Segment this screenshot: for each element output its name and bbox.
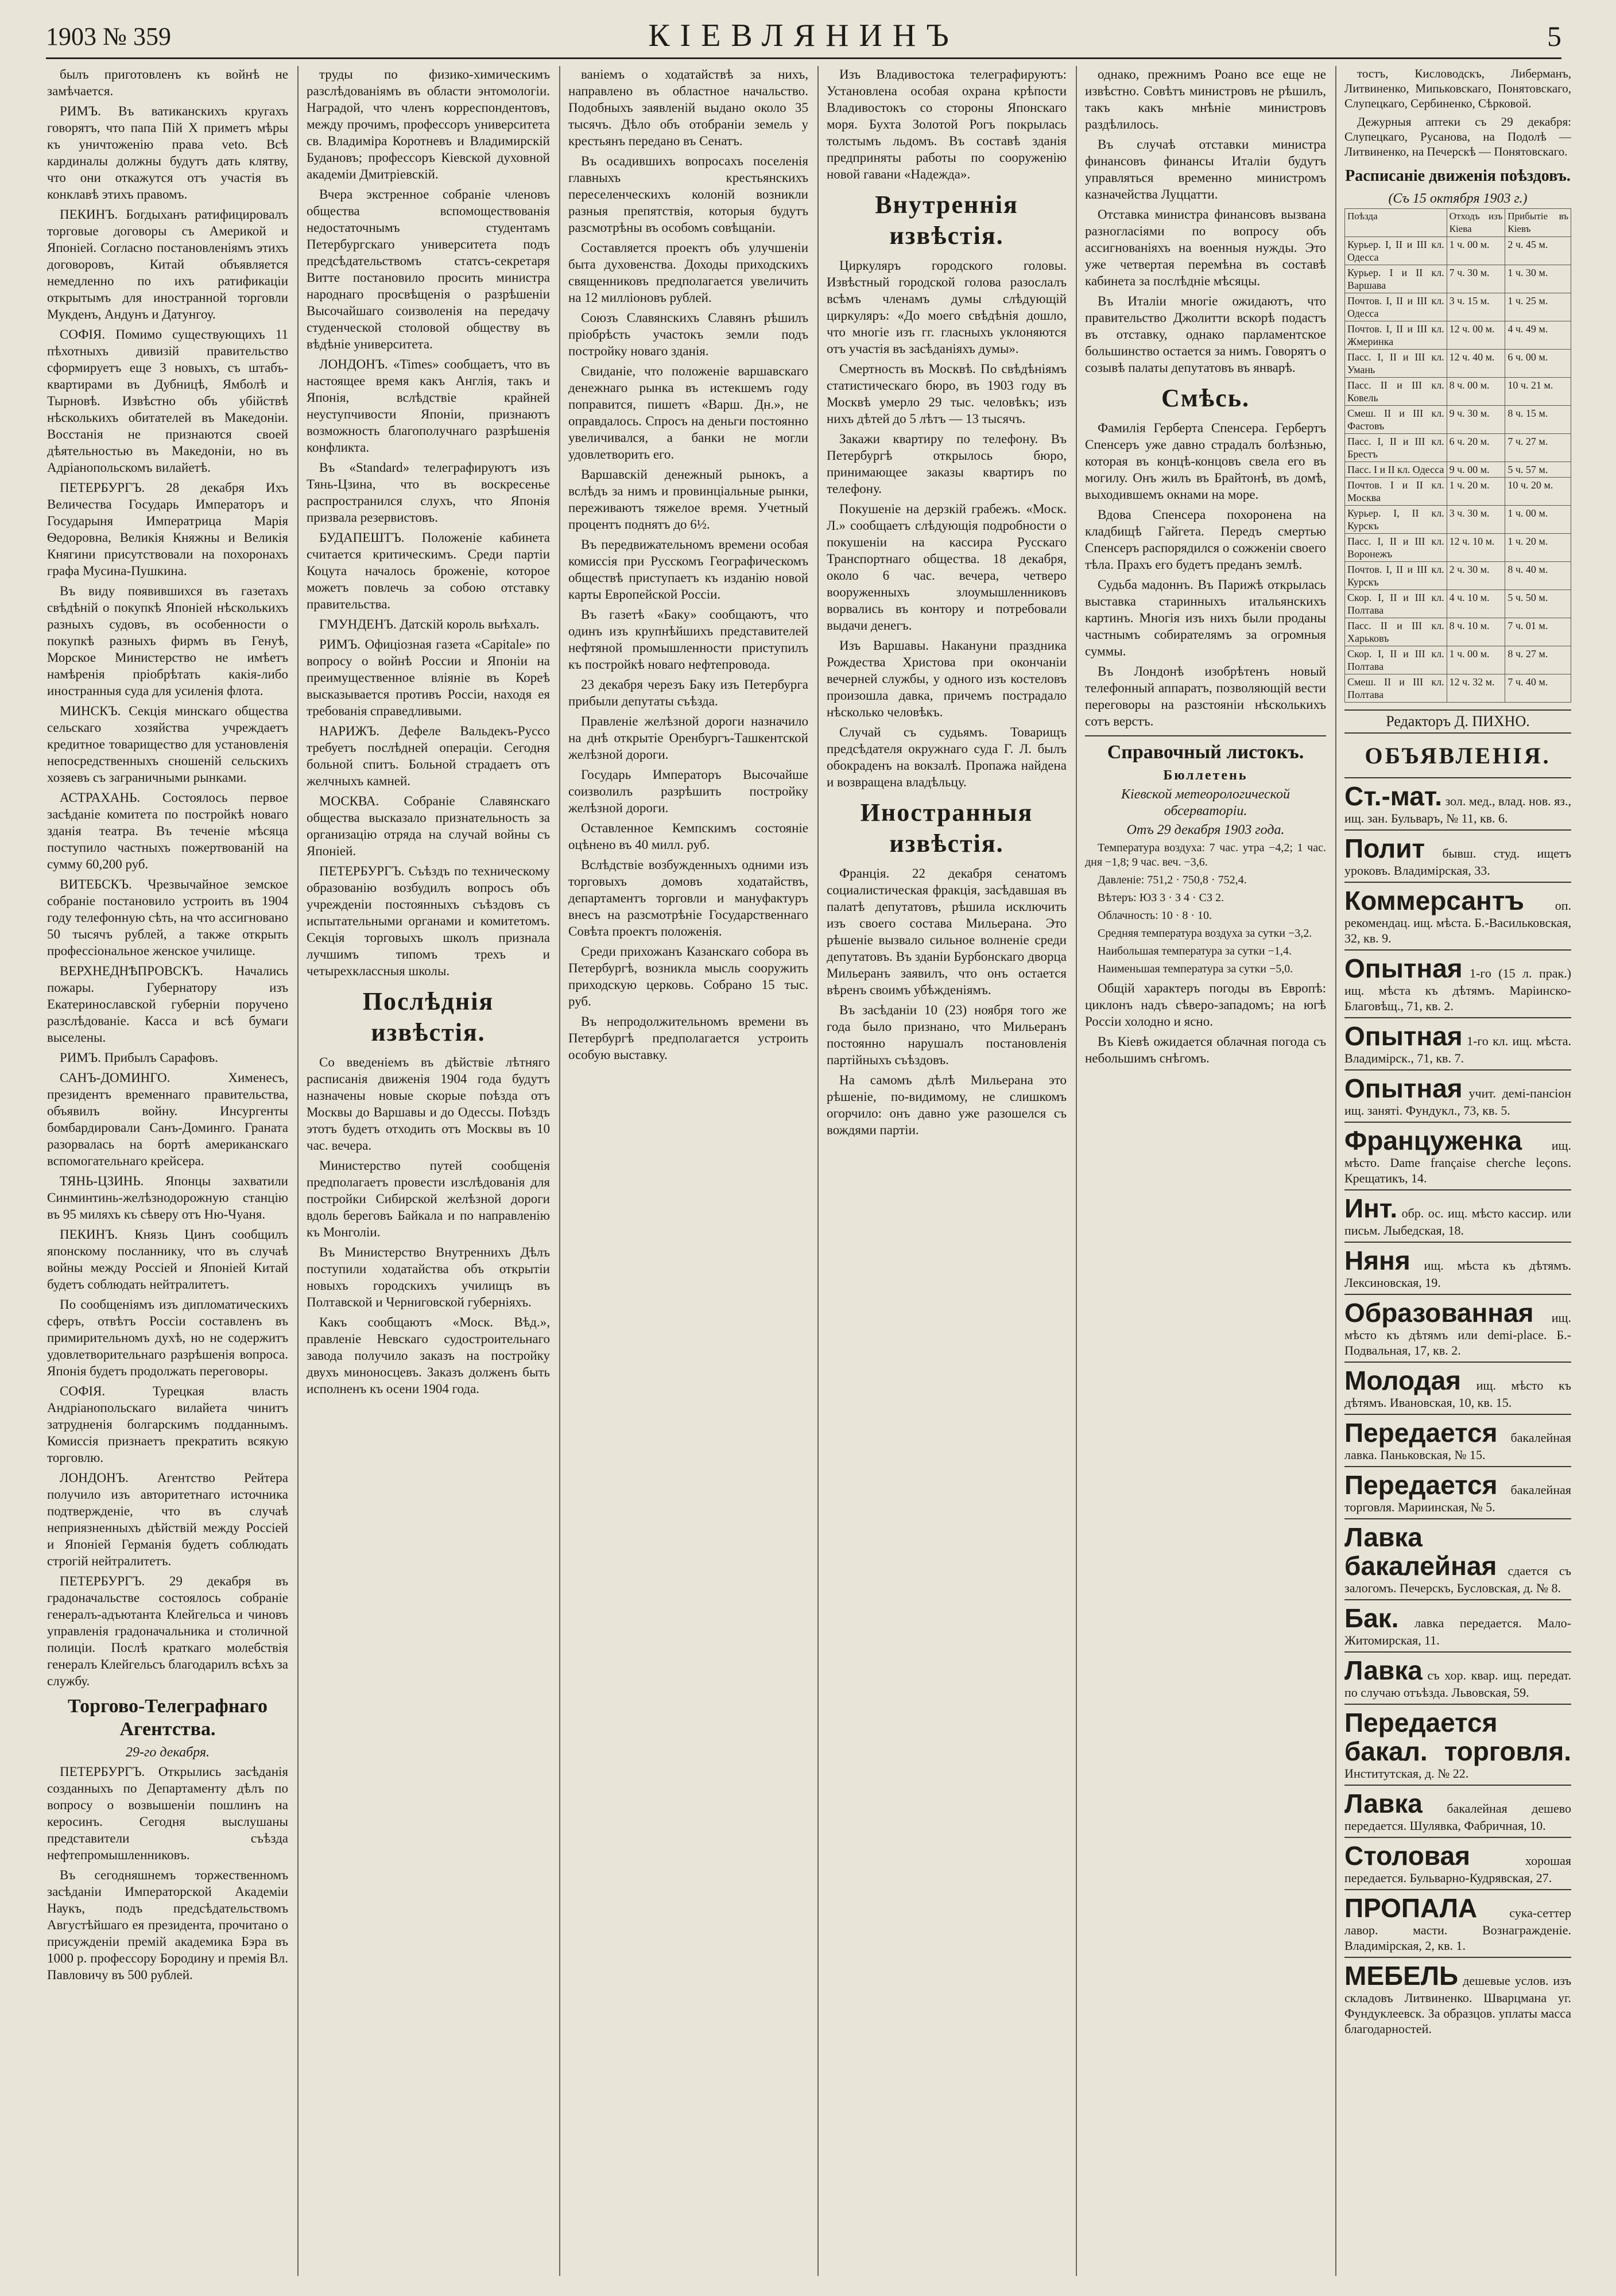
news-paragraph: Въ газетѣ «Баку» сообщаютъ, что одинъ изъ крупнѣйшихъ представителей нефтяной промышленности приступилъ къ постройкѣ новаго нефтепровода. — [568, 607, 808, 672]
classified-ad — [1344, 1785, 1571, 1837]
classified-ad — [1344, 1889, 1571, 1957]
ad-headline: Няня — [1344, 1246, 1410, 1275]
timetable-cell-arr: 7 ч. 27 м. — [1505, 434, 1571, 462]
timetable-row — [1345, 321, 1571, 350]
miscellany-paragraph: Вдова Спенсера похоронена на кладбищѣ Гайгета. Передъ смертью Спенсеръ распорядился о сожженіи своего тѣла. Прахъ его будетъ преданъ землѣ. — [1085, 507, 1326, 572]
ad-text: бывш. студ. ищетъ уроковъ. Владимірская, 33. — [1344, 846, 1571, 878]
column-rule — [297, 66, 299, 2276]
telegram-paragraph: ВЕРХНЕДНѢПРОВСКЪ. Начались пожары. Губернатору изъ Екатеринославской губерніи поручено разслѣдованіе. Касса и всѣ бумаги выселены. — [47, 964, 288, 1045]
timetable-row — [1345, 265, 1571, 293]
classified-ad — [1344, 1837, 1571, 1889]
timetable-cell-name: Пасс. I, II и III кл. Брестъ — [1345, 434, 1447, 462]
timetable-cell-name: Курьер. I, II и III кл. Одесса — [1345, 237, 1447, 265]
bulletin-line: Вѣтеръ: ЮЗ 3 · З 4 · СЗ 2. — [1098, 891, 1224, 904]
ad-headline: Опытная — [1344, 1021, 1463, 1051]
news-paragraph: Варшавскій денежный рынокъ, а вслѣдъ за нимъ и провинціальные рынки, переживаютъ тяжелое время. Учетный процентъ поднятъ до 6½. — [568, 467, 808, 532]
ads-title: ОБЪЯВЛЕНІЯ. — [1365, 743, 1551, 769]
foreign-news-paragraph: Франція. 22 декабря сенатомъ социалистическая фракція, засѣдавшая въ палатѣ депутатовъ, рѣшила исключить изъ своего состава Мильерана. Это рѣшеніе вызвало сильное волненіе среди депутатовъ. Въ зданіи Бурбонскаго дворца Мильеранъ заявилъ, что онъ остается вѣренъ своимъ убѣжденіямъ. — [827, 866, 1067, 997]
news-paragraph: Составляется проектъ объ улучшеніи быта духовенства. Доходы приходскихъ священниковъ предполагается увеличить на 12 милліоновъ рублей. — [568, 241, 808, 305]
timetable-header: Отходъ изъ Кіева — [1447, 209, 1505, 237]
telegram-paragraph: РИМЪ. Офиціозная газета «Capitale» по вопросу о войнѣ России и Японіи на преимущественное вліяніе въ Кореѣ высказывается противъ Россіи, находя ея требованія справедливыми. — [307, 637, 550, 718]
timetable-cell-name: Курьер. I и II кл. Варшава — [1345, 265, 1447, 293]
telegram-paragraph: БУДАПЕШТЪ. Положеніе кабинета считается критическимъ. Среди партіи Коцута началось броженіе, которое можетъ повлечь за собою отставку правительства. — [307, 530, 550, 611]
timetable-cell-dep: 12 ч. 10 м. — [1447, 534, 1505, 562]
telegram-paragraph: ЛОНДОНЪ. «Times» сообщаетъ, что въ настоящее время какъ Англія, такъ и Японія, вслѣдствіе крайней неуступчивости Японіи, признаютъ возможность благополучнаго разрѣшенія конфликта. — [307, 357, 550, 455]
ad-text: бакалейная торговля. Мариинская, № 5. — [1344, 1483, 1571, 1514]
classified-ad — [1344, 1069, 1571, 1122]
telegram-paragraph: ПЕКИНЪ. Богдыханъ ратифицировалъ торговые договоры съ Америкой и Японіей. Согласно постановленіямъ этихъ договоровъ, Китай объявляется немедленно по ихъ ратификаціи открытымъ для иностранной торговли Мукденъ, Андунъ и Датунгоу. — [47, 207, 288, 321]
news-paragraph: Правленіе желѣзной дороги назначило на днѣ открытіе Оренбургъ-Ташкентской желѣзной дороги. — [568, 714, 808, 762]
news-paragraph: Союзъ Славянскихъ Славянъ рѣшилъ пріобрѣсть участокъ земли подъ постройку новаго зданія. — [568, 311, 808, 358]
news-paragraph: Оставленное Кемпскимъ состояніе оцѣнено въ 40 милл. руб. — [568, 821, 808, 852]
telegram-paragraph: труды по физико-химическимъ разслѣдованіямъ въ области энтомологіи. Наградой, что членъ корреспондентовъ, между прочимъ, профессоръ университета св. Владиміра Коротневъ и Владимирскій Будановъ; профессоръ Кіевской духовной академіи Дмитріевскій. — [307, 67, 550, 181]
telegram-paragraph: РИМЪ. Въ ватиканскихъ кругахъ говорятъ, что папа Пій Х приметъ мѣры къ уничтоженію права veto. Всѣ кардиналы должны будутъ дать клятву, что они откажутся отъ участія въ конклавѣ этихъ правомъ. — [47, 104, 288, 201]
classified-ad — [1344, 1599, 1571, 1651]
news-paragraph: Свиданіе, что положеніе варшавскаго денежнаго рынка въ истекшемъ году поправится, пишетъ «Варш. Дн.», не оправдалось. Спросъ на деньги постоянно увеличивался, а банки не могли удовлетворить его. — [568, 364, 808, 461]
timetable-row — [1345, 434, 1571, 462]
timetable-row — [1345, 406, 1571, 434]
classified-ad — [1344, 1957, 1571, 2040]
timetable-cell-dep: 9 ч. 30 м. — [1447, 406, 1505, 434]
timetable-body — [1345, 237, 1571, 703]
domestic-news-title: Внутреннія извѣстія. — [875, 191, 1018, 250]
timetable-row — [1345, 590, 1571, 618]
timetable-cell-dep: 3 ч. 30 м. — [1447, 506, 1505, 534]
telegram-paragraph: По сообщеніямъ изъ дипломатическихъ сферъ, отвѣтъ Россіи составленъ въ примирительномъ духѣ, но не содержитъ удовлетворительнаго разрѣшенія вопроса. Японія будетъ продолжать переговоры. — [47, 1297, 288, 1378]
timetable-row — [1345, 237, 1571, 265]
telegram-paragraph: ПЕКИНЪ. Князь Цинъ сообщилъ японскому посланнику, что въ случаѣ войны между Россіей и Японіей Китай будетъ соблюдать нейтралитетъ. — [47, 1227, 288, 1292]
column-3-body — [568, 66, 808, 1063]
timetable-subtitle: (Съ 15 октября 1903 г.) — [1388, 191, 1528, 206]
telegram-paragraph: Въ «Standard» телеграфируютъ изъ Тянь-Цзина, что въ воскресенье распространился слухъ, что Японія призвала резервистовъ. — [307, 460, 550, 525]
ad-text: бакалейная лавка. Паньковская, № 15. — [1344, 1430, 1571, 1462]
ad-text: съ хор. квар. ищ. передат. по случаю отъѣзда. Львовская, 59. — [1344, 1668, 1571, 1700]
timetable-cell-arr: 10 ч. 20 м. — [1505, 478, 1571, 506]
classified-ad — [1344, 1651, 1571, 1704]
timetable-cell-dep: 7 ч. 30 м. — [1447, 265, 1505, 293]
timetable-cell-dep: 8 ч. 10 м. — [1447, 618, 1505, 646]
classified-ad — [1344, 1017, 1571, 1069]
foreign-news-paragraph: На самомъ дѣлѣ Мильерана это рѣшеніе, по-видимому, не слишкомъ огорчило: онъ давно уже разошелся съ вождями партіи. — [827, 1073, 1067, 1137]
agency-title: Торгово-Телеграфнаго Агентства. — [68, 1696, 268, 1740]
news-paragraph: Въ Италіи многіе ожидаютъ, что правительство Джолитти вскорѣ подастъ въ отставку, однако парламентское большинство остается за нимъ. Говорятъ о созывѣ палаты депутатовъ въ январѣ. — [1085, 294, 1326, 375]
news-paragraph: Среди прихожанъ Казанскаго собора въ Петербургѣ, возникла мысль сооружить приходскую церковь. Собрано 15 тыс. руб. — [568, 944, 808, 1009]
agency-paragraph: ПЕТЕРБУРГЪ. Открылись засѣданія созданныхъ по Департаменту дѣлъ по вопросу о возвышеніи пошлинъ на керосинъ. Сегодня выслушаны представители съѣзда нефтепромышленниковъ. — [47, 1764, 288, 1862]
ad-text: ищ. мѣсто къ дѣтямъ или demi-place. Б.-Подвальная, 17, кв. 2. — [1344, 1310, 1571, 1358]
miscellany-paragraph: Судьба мадоннъ. Въ Парижѣ открылась выставка старинныхъ итальянскихъ картинъ. Многія изъ нихъ были проданы частнымъ собирателямъ за огромныя суммы. — [1085, 577, 1326, 658]
timetable-cell-arr: 1 ч. 20 м. — [1505, 534, 1571, 562]
ad-text: 1-го кл. ищ. мѣста. Владимірск., 71, кв. 7. — [1344, 1034, 1571, 1065]
timetable-cell-name: Смеш. II и III кл. Полтава — [1345, 674, 1447, 703]
timetable-cell-dep: 4 ч. 10 м. — [1447, 590, 1505, 618]
ad-text: сдается съ залогомъ. Печерскъ, Бусловская, д. № 8. — [1344, 1564, 1571, 1595]
ad-text: хорошая передается. Бульварно-Кудрявская, 27. — [1344, 1853, 1571, 1885]
ad-headline: Молодая — [1344, 1366, 1462, 1395]
telegram-paragraph: ГМУНДЕНЪ. Датскій король выѣхалъ. — [319, 617, 540, 631]
newspaper-title: КІЕВЛЯНИНЪ — [648, 18, 959, 53]
latest-news-paragraph: Министерство путей сообщенія предполагаетъ провести изслѣдованія для постройки Сибирской желѣзной дороги вдоль береговъ Байкала и по направленію къ Монголіи. — [307, 1158, 550, 1239]
timetable-cell-name: Смеш. II и III кл. Фастовъ — [1345, 406, 1447, 434]
domestic-news-body — [827, 257, 1067, 790]
ad-headline: МЕБЕЛЬ — [1344, 1961, 1459, 1991]
timetable-cell-name: Почтов. I, II и III кл. Курскъ — [1345, 562, 1447, 590]
timetable-row — [1345, 350, 1571, 378]
ad-text: ищ. мѣсто къ дѣтямъ. Ивановская, 10, кв. 15. — [1344, 1378, 1571, 1410]
timetable-title: Расписаніе движенія поѣздовъ. — [1345, 167, 1571, 185]
ad-headline: Коммерсантъ — [1344, 886, 1524, 916]
news-paragraph: Въ осадившихъ вопросахъ поселенія главныхъ крестьянскихъ переселенческихъ колоній возникли разныя препятствія, которыя будутъ разсмотрѣны въ особомъ совѣщаніи. — [568, 154, 808, 235]
ad-text: дешевые услов. изъ складовъ Литвиненко. Шварцмана уг. Фундуклеевск. За образцов. уплаты масса благодарностей. — [1344, 1973, 1571, 2036]
domestic-news-paragraph: Изъ Варшавы. Накануни праздника Рождества Христова при окончаніи вечерней службы, у одного изъ костеловъ произошла давка, причемъ пострадало нѣсколько человѣкъ. — [827, 638, 1067, 719]
timetable-cell-name: Скор. I, II и III кл. Полтава — [1345, 646, 1447, 674]
page-header — [46, 17, 1561, 59]
page-number: 5 — [1547, 20, 1561, 52]
column-1-telegrams — [47, 66, 288, 1689]
timetable-header: Поѣзда — [1345, 209, 1447, 237]
telegram-paragraph: МОСКВА. Собраніе Славянскаго общества высказало признательность за организацію отряда на случай войны съ Японіей. — [307, 794, 550, 858]
news-paragraph: Государь Императоръ Высочайше соизволилъ разрѣшить постройку желѣзной дороги. — [568, 767, 808, 815]
timetable-cell-dep: 12 ч. 32 м. — [1447, 674, 1505, 703]
ad-headline: Опытная — [1344, 953, 1463, 983]
classified-ad — [1344, 1294, 1571, 1362]
timetable-cell-dep: 1 ч. 20 м. — [1447, 478, 1505, 506]
telegram-paragraph: ПЕТЕРБУРГЪ. 29 декабря въ градоначальстве состоялось собраніе генералъ-адъютанта Клейгельса и чиновъ управленія градоначальника и столичной полиціи. Послѣ краткаго молебствія генералъ Клейгельсъ благодарилъ всѣхъ за службу. — [47, 1574, 288, 1688]
news-paragraph: Въ случаѣ отставки министра финансовъ финансы Италіи будутъ управляться временно министромъ казначейства Луццатти. — [1085, 137, 1326, 201]
bulletin-line: Средняя температура воздуха за сутки −3,2. — [1098, 927, 1312, 940]
bulletin-line: Температура воздуха: 7 час. утра −4,2; 1 час. дня −1,8; 9 час. веч. −3,6. — [1085, 841, 1326, 868]
editor-line: Редакторъ Д. ПИХНО. — [1344, 709, 1571, 734]
classified-ad — [1344, 1189, 1571, 1242]
domestic-news-paragraph: Смертность въ Москвѣ. По свѣдѣніямъ статистическаго бюро, въ 1903 году въ Москвѣ умерло 29 тыс. человѣкъ; изъ нихъ дѣтей до 5 лѣтъ — 13 тысячъ. — [827, 362, 1067, 426]
ad-text: учит. демі-пансіон ищ. заняті. Фундукл., 73, кв. 5. — [1344, 1086, 1571, 1118]
latest-news-body — [307, 1054, 550, 1397]
timetable-header: Прибытіе въ Кіевъ — [1505, 209, 1571, 237]
timetable-cell-arr: 6 ч. 00 м. — [1505, 350, 1571, 378]
agency-paragraph: Въ сегодняшнемъ торжественномъ засѣданіи Императорской Академіи Наукъ, подъ предсѣдательствомъ Августѣйшаго ея президента, прочитано о присужденіи премій академика Бэра въ 1000 р. профессору Бородину и премія Вл. Павловичу въ 500 рублей. — [47, 1868, 288, 1982]
telegram-paragraph: былъ приготовленъ къ войнѣ не замѣчается. — [47, 67, 288, 98]
miscellany-body — [1085, 420, 1326, 730]
news-paragraph: Въ непродолжительномъ времени въ Петербургѣ предполагается устроить особую выставку. — [568, 1014, 808, 1062]
news-paragraph: ваніемъ о ходатайствѣ за нихъ, направлено въ областное начальство. Подобныхъ заявленій выдано около 35 тысячъ. Дѣло объ отобраніи земель у крестьянъ передано въ Сенатъ. — [568, 67, 808, 148]
timetable-cell-dep: 8 ч. 00 м. — [1447, 378, 1505, 406]
timetable-cell-arr: 4 ч. 49 м. — [1505, 321, 1571, 350]
timetable-row — [1345, 478, 1571, 506]
telegram-paragraph: Вчера экстренное собраніе членовъ общества вспомоществованія недостаточнымъ студентамъ Петербургскаго университета подъ предсѣдательствомъ статсъ-секретаря Витте постановило просить министра народнаго просвѣщенія о разрѣшеніи Высочайшаго соизволенія на передачу студенческой столовой обществу въ вѣдѣніе университета. — [307, 187, 550, 351]
bulletin-line: Облачность: 10 · 8 · 10. — [1098, 909, 1212, 922]
column-3 — [568, 66, 808, 2276]
issue-number: 1903 № 359 — [46, 22, 171, 51]
miscellany-paragraph: Фамилія Герберта Спенсера. Гербертъ Спенсеръ уже давно страдалъ болѣзнью, которая въ концѣ-концовъ свела его въ могилу. Онъ жилъ въ Брайтонѣ, въ домѣ, выходившемъ окнами на море. — [1085, 421, 1326, 502]
timetable-row — [1345, 378, 1571, 406]
timetable-cell-dep: 1 ч. 00 м. — [1447, 646, 1505, 674]
ad-headline: Образованная — [1344, 1298, 1534, 1328]
telegram-paragraph: Въ виду появившихся въ газетахъ свѣдѣній о покупкѣ Японіей нѣсколькихъ разныхъ судовъ, въ особенности о покупкѣ разныхъ фирмъ въ Генуѣ, Морское Министерство не имѣетъ намѣренія пріобрѣтать какія-либо иностранныя суда для усиленія флота. — [47, 584, 288, 698]
miscellany-paragraph: Въ Лондонѣ изобрѣтенъ новый телефонный аппаратъ, позволяющій вести переговоры на разстояніи нѣсколькихъ сотъ верстъ. — [1085, 664, 1326, 728]
timetable-cell-arr: 1 ч. 25 м. — [1505, 293, 1571, 321]
foreign-news-body — [827, 865, 1067, 1138]
ad-headline: Лавка — [1344, 1655, 1423, 1685]
timetable-cell-arr: 7 ч. 40 м. — [1505, 674, 1571, 703]
latest-news-paragraph: Со введеніемъ въ дѣйствіе лѣтняго расписанія движенія 1904 года будутъ назначены новые скорые поѣзда отъ Москвы до Варшавы и до Одессы. Поѣздъ этотъ будетъ отходить отъ Москвы въ 10 час. вечера. — [307, 1055, 550, 1153]
ad-headline: Передается бакал. торговля. — [1344, 1708, 1571, 1766]
latest-news-title: Послѣднія извѣстія. — [362, 987, 494, 1046]
timetable-cell-arr: 5 ч. 57 м. — [1505, 462, 1571, 478]
latest-news-paragraph: Какъ сообщаютъ «Моск. Вѣд.», правленіе Невскаго судостроительнаго завода получило заказъ на постройку двухъ миноносцевъ. Заказъ долженъ быть исполненъ къ осени 1904 года. — [307, 1315, 550, 1396]
timetable-row — [1345, 506, 1571, 534]
telegram-paragraph: МИНСКЪ. Секція минскаго общества сельскаго хозяйства учреждаетъ кредитное товарищество для установленія непосредственныхъ сношеній сельскихъ хозяевъ съ заграничными рынками. — [47, 704, 288, 785]
classified-ad — [1344, 882, 1571, 949]
ad-headline: Француженка — [1344, 1126, 1522, 1155]
weather-note: Въ Кіевѣ ожидается облачная погода съ небольшимъ снѣгомъ. — [1085, 1034, 1326, 1065]
train-timetable — [1344, 208, 1571, 703]
timetable-cell-dep: 2 ч. 30 м. — [1447, 562, 1505, 590]
foreign-news-title: Иностранныя извѣстія. — [860, 798, 1033, 858]
timetable-cell-arr: 1 ч. 30 м. — [1505, 265, 1571, 293]
ad-headline: Бак. — [1344, 1603, 1399, 1633]
classified-ad — [1344, 949, 1571, 1017]
timetable-cell-arr: 2 ч. 45 м. — [1505, 237, 1571, 265]
timetable-row — [1345, 646, 1571, 674]
column-4-top — [827, 66, 1067, 183]
bulletin-line: Давленіе: 751,2 · 750,8 · 752,4. — [1098, 874, 1247, 886]
timetable-row — [1345, 293, 1571, 321]
timetable-cell-arr: 10 ч. 21 м. — [1505, 378, 1571, 406]
timetable-cell-arr: 1 ч. 00 м. — [1505, 506, 1571, 534]
timetable-row — [1345, 462, 1571, 478]
agency-telegrams — [47, 1763, 288, 1983]
ad-text: обр. ос. ищ. мѣсто кассир. или письм. Лыбедская, 18. — [1344, 1206, 1571, 1238]
classified-ad — [1344, 1704, 1571, 1785]
bulletin-source: Кіевской метеорологической обсерваторіи. — [1121, 787, 1290, 819]
news-paragraph: Въ передвижательномъ времени особая комиссія при Русскомъ Географическомъ обществѣ приступаетъ къ изданію новой карты Европейской Россіи. — [568, 537, 808, 602]
column-5-top — [1085, 66, 1326, 376]
domestic-news-paragraph: Покушеніе на дерзкій грабежъ. «Моск. Л.» сообщаетъ слѣдующія подробности о покушеніи на кассира Русскаго Транспортнаго общества. 18 декабря, около 6 час. вечера, четверо вооруженныхъ злоумышленниковъ ворвались въ контору и потребовали выдачи денегъ. — [827, 502, 1067, 633]
column-rule — [817, 66, 819, 2276]
ad-headline: Лавка — [1344, 1789, 1423, 1818]
telegram-paragraph: ЛОНДОНЪ. Агентство Рейтера получило изъ авторитетнаго источника подтвержденіе, что въ случаѣ неприязненныхъ дѣйствій между Россіей и Японіей Германія будетъ соблюдать строгій нейтралитетъ. — [47, 1471, 288, 1568]
column-1 — [47, 66, 288, 2276]
reference-sheet-title: Справочный листокъ. — [1085, 735, 1326, 764]
foreign-news-paragraph: Въ засѣданіи 10 (23) ноября того же года было признано, что Мильеранъ постоянно нарушалъ постановленія партійныхъ съѣздовъ. — [827, 1003, 1067, 1067]
bulletin-subtitle: Бюллетень — [1163, 768, 1248, 783]
ad-headline: Инт. — [1344, 1193, 1398, 1223]
telegram-paragraph: ТЯНЬ-ЦЗИНЬ. Японцы захватили Синминтинь-желѣзнодорожную станцію въ 95 миляхъ къ сѣверу отъ Ню-Чуаня. — [47, 1174, 288, 1221]
telegram-paragraph: АСТРАХАНЬ. Состоялось первое засѣданіе комитета по постройкѣ новаго зданія театра. Въ теченіе мѣсяца поступило частныхъ пожертвованій на сумму 60,200 руб. — [47, 790, 288, 871]
timetable-cell-name: Почтов. I, II и III кл. Одесса — [1345, 293, 1447, 321]
column-rule — [559, 66, 560, 2276]
ad-headline: ПРОПАЛА — [1344, 1893, 1478, 1923]
column-6-top — [1344, 66, 1571, 159]
notice-paragraph: тостъ, Кисловодскъ, Либерманъ, Литвиненко, Мипьковскаго, Понятовскаго, Слупецкаго, Сербиненко, Сѣрковой. — [1344, 67, 1571, 110]
ad-headline: Опытная — [1344, 1073, 1463, 1103]
telegram-paragraph: ПЕТЕРБУРГЪ. Съѣздъ по техническому образованію возбудилъ вопросъ объ учрежденіи постоянныхъ съѣздовъ съ испытательными органами и комитетомъ. Секція торговыхъ школъ признала лучшимъ типомъ трехъ и четырехклассныя школы. — [307, 864, 550, 978]
timetable-header-row — [1345, 209, 1571, 237]
classified-ad — [1344, 1518, 1571, 1599]
column-2 — [307, 66, 550, 2276]
telegram-paragraph: ВИТЕБСКЪ. Чрезвычайное земское собраніе постановило устроить въ 1904 году телефонную сѣть, на что ассигновано 50 тысячъ рублей, а также открыть профессіональное женское училище. — [47, 877, 288, 958]
timetable-row — [1345, 562, 1571, 590]
timetable-cell-name: Пасс. II и III кл. Харьковъ — [1345, 618, 1447, 646]
domestic-news-paragraph: Циркуляръ городского головы. Извѣстный городской голова разослалъ всѣмъ членамъ думы слѣдующій циркуляръ: «До моего свѣдѣнія дошло, что многіе изъ гг. гласныхъ уклоняются отъ участія въ засѣданіяхъ думы». — [827, 258, 1067, 356]
timetable-cell-dep: 12 ч. 00 м. — [1447, 321, 1505, 350]
notice-paragraph: Дежурныя аптеки съ 29 декабря: Слупецкаго, Русанова, на Подолѣ — Литвиненко, на Печерскѣ — Понятовскаго. — [1344, 115, 1571, 158]
classified-ad — [1344, 1242, 1571, 1294]
ad-text: ищ. мѣсто. Dame française cherche leçons. Крещатикъ, 14. — [1344, 1138, 1571, 1185]
agency-date: 29-го декабря. — [126, 1745, 210, 1760]
ad-text: оп. рекомендац. ищ. мѣста. Б.-Васильковская, 32, кв. 9. — [1344, 898, 1571, 945]
classified-ad — [1344, 829, 1571, 882]
classified-ad — [1344, 1414, 1571, 1466]
ad-headline: Столовая — [1344, 1841, 1470, 1871]
ad-text: бакалейная дешево передается. Шулявка, Фабричная, 10. — [1344, 1801, 1571, 1833]
telegram-paragraph: САНЪ-ДОМИНГО. Хименесъ, президентъ временнаго правительства, объявилъ войну. Инсургенты бомбардировали Санъ-Доминго. Граната разорвалась на бортѣ американскаго вспомогательнаго крейсера. — [47, 1071, 288, 1168]
timetable-row — [1345, 534, 1571, 562]
ad-text: Институтская, д. № 22. — [1344, 1766, 1469, 1781]
ad-text: 1-го (15 л. прак.) ищ. мѣста къ дѣтямъ. Маріинско-Благовѣщ., 71, кв. 2. — [1344, 966, 1571, 1013]
news-paragraph: Отставка министра финансовъ вызвана разногласіями по вопросу объ ассигнованіяхъ на военныя нужды. Это уже четвертая перемѣна въ составѣ кабинета за послѣдніе мѣсяцы. — [1085, 207, 1326, 288]
ad-headline: Ст.-мат. — [1344, 781, 1443, 811]
timetable-cell-name: Скор. I, II и III кл. Полтава — [1345, 590, 1447, 618]
bulletin-line: Наименьшая температура за сутки −5,0. — [1098, 963, 1293, 975]
telegram-paragraph: СОФІЯ. Помимо существующихъ 11 пѣхотныхъ дивизій правительство сформируетъ еще 3 новыхъ, съ штабъ-квартирами въ Дубницѣ, Ямболѣ и Тырновѣ. Извѣстно объ убійствѣ нѣсколькихъ обитателей въ Македоніи. Восстанія не признаются своей дѣятельностью въ Македоніи, но въ Адріанопольскомъ вилайетѣ. — [47, 327, 288, 475]
ad-text: зол. мед., влад. нов. яз., ищ. зан. Бульваръ, № 11, кв. 6. — [1344, 794, 1571, 825]
timetable-cell-dep: 12 ч. 40 м. — [1447, 350, 1505, 378]
domestic-news-paragraph: Закажи квартиру по телефону. Въ Петербургѣ открылось бюро, принимающее заказы квартиръ по телефону. — [827, 432, 1067, 496]
column-rule — [1335, 66, 1336, 2276]
timetable-cell-dep: 3 ч. 15 м. — [1447, 293, 1505, 321]
bulletin-line: Наибольшая температура за сутки −1,4. — [1098, 945, 1292, 957]
ad-headline: Передается — [1344, 1470, 1498, 1500]
ad-headline: Полит — [1344, 833, 1425, 863]
news-paragraph: Вслѣдствіе возбужденныхъ одними изъ торговыхъ домовъ ходатайствъ, департаментъ торговли и мануфактуръ внесъ на разсмотрѣніе Государственнаго Совѣта проектъ положенія. — [568, 858, 808, 938]
latest-news-paragraph: Въ Министерство Внутреннихъ Дѣлъ поступили ходатайства объ открытіи новыхъ городскихъ училищъ въ Полтавской и Черниговской губерніяхъ. — [307, 1245, 550, 1309]
timetable-cell-arr: 8 ч. 27 м. — [1505, 646, 1571, 674]
weather-bulletin — [1085, 841, 1326, 976]
telegram-paragraph: НАРИЖЪ. Дефеле Вальдекъ-Руссо требуетъ послѣдней операціи. Сегодня больной спитъ. Больной страдаетъ отъ желчныхъ камней. — [307, 724, 550, 788]
classified-ad — [1344, 1466, 1571, 1518]
weather-notes — [1085, 980, 1326, 1066]
weather-note: Общій характеръ погоды въ Европѣ: циклонъ надъ сѣверо-западомъ; на югѣ Россіи холодно и ясно. — [1085, 981, 1326, 1029]
timetable-cell-arr: 8 ч. 40 м. — [1505, 562, 1571, 590]
timetable-cell-dep: 6 ч. 20 м. — [1447, 434, 1505, 462]
timetable-cell-name: Курьер. I, II кл. Курскъ — [1345, 506, 1447, 534]
news-paragraph: 23 декабря черезъ Баку изъ Петербурга прибыли депутаты съѣзда. — [568, 677, 808, 708]
timetable-cell-name: Пасс. I, II и III кл. Воронежъ — [1345, 534, 1447, 562]
timetable-cell-arr: 8 ч. 15 м. — [1505, 406, 1571, 434]
timetable-cell-name: Пасс. I и II кл. Одесса — [1345, 462, 1447, 478]
classified-ad — [1344, 1122, 1571, 1189]
timetable-row — [1345, 618, 1571, 646]
timetable-cell-name: Почтов. I, II и III кл. Жмеринка — [1345, 321, 1447, 350]
timetable-cell-arr: 5 ч. 50 м. — [1505, 590, 1571, 618]
ad-text: лавка передается. Мало-Житомирская, 11. — [1344, 1616, 1571, 1647]
telegram-paragraph: РИМЪ. Прибылъ Сарафовъ. — [60, 1050, 218, 1065]
timetable-row — [1345, 674, 1571, 703]
classified-ads — [1344, 777, 1571, 2040]
column-rule — [1076, 66, 1077, 2276]
ad-text: сука-сеттер лавор. масти. Вознагражденіе. Владимірская, 2, кв. 1. — [1344, 1906, 1571, 1953]
ad-headline: Передается — [1344, 1418, 1498, 1448]
column-5 — [1085, 66, 1326, 2276]
column-2-telegrams — [307, 66, 550, 979]
column-6 — [1344, 66, 1571, 2276]
timetable-cell-name: Почтов. I и II кл. Москва — [1345, 478, 1447, 506]
miscellany-title: Смѣсь. — [1161, 384, 1250, 412]
timetable-cell-name: Пасс. II и III кл. Ковель — [1345, 378, 1447, 406]
ad-headline: Лавка бакалейная — [1344, 1522, 1497, 1581]
timetable-cell-dep: 9 ч. 00 м. — [1447, 462, 1505, 478]
news-paragraph: однако, прежнимъ Роано все еще не извѣстно. Совѣтъ министровъ не рѣшилъ, такъ какъ мнѣніе министровъ раздѣлилось. — [1085, 67, 1326, 131]
classified-ad — [1344, 777, 1571, 829]
timetable-cell-name: Пасс. I, II и III кл. Умань — [1345, 350, 1447, 378]
ad-text: ищ. мѣста къ дѣтямъ. Лексиновская, 19. — [1344, 1258, 1571, 1290]
timetable-cell-arr: 7 ч. 01 м. — [1505, 618, 1571, 646]
domestic-news-paragraph: Случай съ судьямъ. Товарищъ предсѣдателя окружнаго суда Г. Л. былъ обокраденъ на вокзалѣ. Пропажа найдена и возвращена владѣльцу. — [827, 725, 1067, 789]
news-paragraph: Изъ Владивостока телеграфируютъ: Установлена особая охрана крѣпости Владивостокъ со стороны Японскаго моря. Бухта Золотой Рогъ покрылась толстымъ льдомъ. Въ составѣ зданія предприняты работы по сооруженію новой гавани «Надежда». — [827, 67, 1067, 181]
telegram-paragraph: ПЕТЕРБУРГЪ. 28 декабря Ихъ Величества Государь Императоръ и Государыня Императрица Марія Ѳедоровна, Великія Княжны и Великія Княгини присутствовали на похоронахъ графа Мусина-Пушкина. — [47, 480, 288, 578]
bulletin-date: Отъ 29 декабря 1903 года. — [1126, 823, 1285, 837]
column-4 — [827, 66, 1067, 2276]
telegram-paragraph: СОФІЯ. Турецкая власть Андріанопольскаго вилайета чинитъ затрудненія болгарскимъ подданнымъ. Комиссія признаетъ прекратить всякую торговлю. — [47, 1384, 288, 1465]
classified-ad — [1344, 1362, 1571, 1414]
timetable-cell-dep: 1 ч. 00 м. — [1447, 237, 1505, 265]
